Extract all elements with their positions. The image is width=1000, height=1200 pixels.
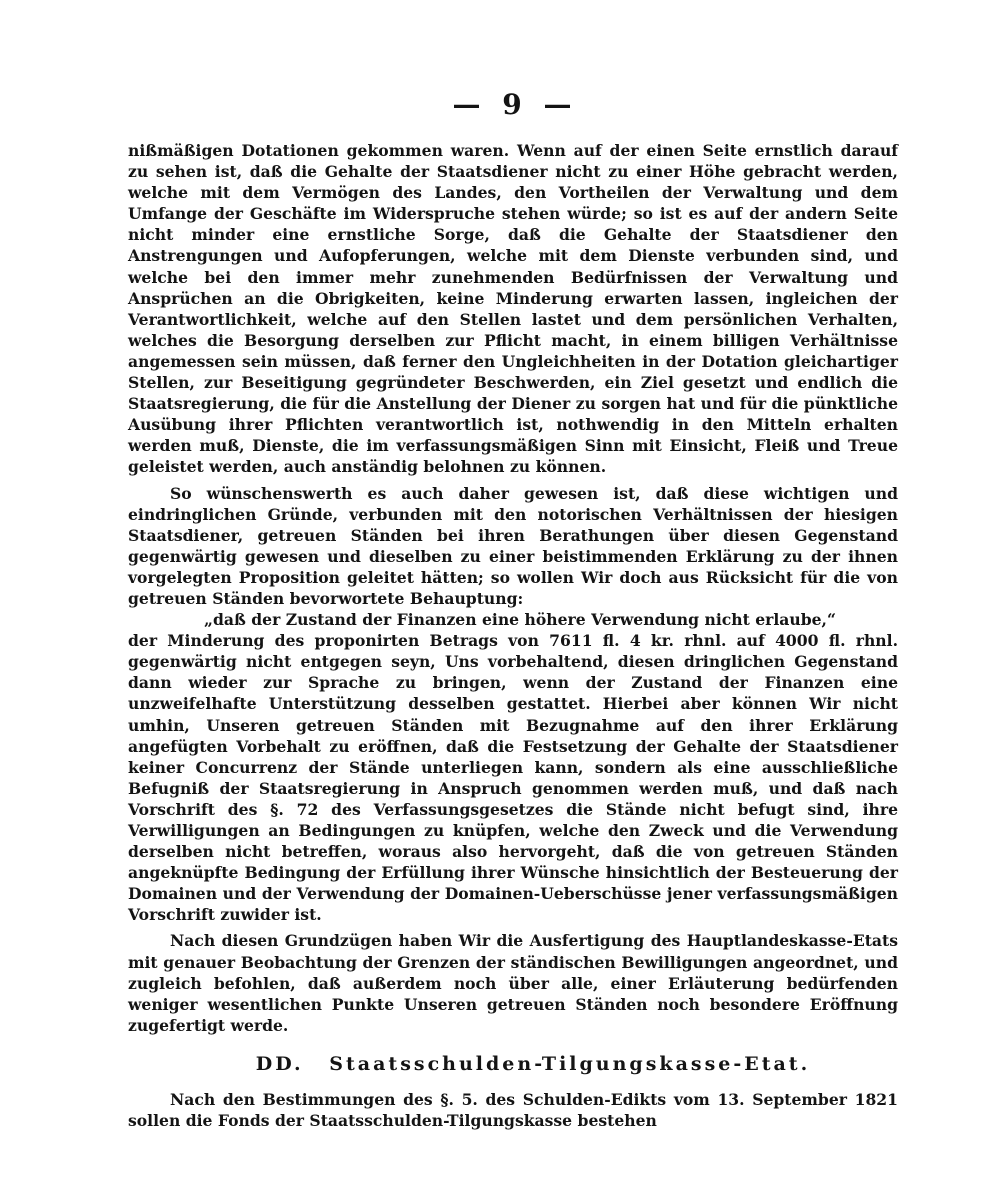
- paragraph-ordinance: Nach diesen Grundzügen haben Wir die Ausfertigung des Hauptlandeskasse-Etats mit genauer Beobachtung der Grenzen der ständischen Bewilligungen angeordnet, und zugleich befohlen, daß außerdem noch über alle, einer Erläuterung bedürfenden weniger wesentlichen Punkte Unseren getreuen Ständen noch besondere Eröffnung zugefertigt werde.: [128, 931, 898, 1035]
- paragraph-debt-edict: Nach den Bestimmungen des §. 5. des Schulden-Edikts vom 13. September 1821 sollen die Fonds der Staatsschulden-Tilgungskasse bestehen: [128, 1090, 898, 1131]
- section-heading-title: Staatsschulden-Tilgungskasse-Etat.: [329, 1052, 811, 1075]
- paragraph-wishes: So wünschenswerth es auch daher gewesen ist, daß diese wichtigen und eindringlichen Gründe, verbunden mit den notorischen Verhältnissen der hiesigen Staatsdiener, getreuen Ständen bei ihren Berathungen über diesen Gegenstand gegenwärtig gewesen und dieselben zu einer beistimmenden Erklärung zu der ihnen vorgelegten Proposition geleitet hätten; so wollen Wir doch aus Rücksicht für die von getreuen Ständen bevorwortete Behauptung:: [128, 483, 898, 608]
- body-text: [128, 140, 898, 1131]
- quoted-claim: „daß der Zustand der Finanzen eine höhere Verwendung nicht erlaube,“: [204, 610, 836, 630]
- section-heading-label: DD.: [255, 1052, 304, 1075]
- paragraph-reservation: der Minderung des proponirten Betrags von 7611 fl. 4 kr. rhnl. auf 4000 fl. rhnl. gegenwärtig nicht entgegen seyn, Uns vorbehaltend, diesen dringlichen Gegenstand dann wieder zur Sprache zu bringen, wenn der Zustand der Finanzen eine unzweifelhafte Unterstützung desselben gestattet. Hierbei aber können Wir nicht umhin, Unseren getreuen Ständen mit Bezugnahme auf den ihrer Erklärung angefügten Vorbehalt zu eröffnen, daß die Festsetzung der Gehalte der Staatsdiener keiner Concurrenz der Stände unterliegen kann, sondern als eine ausschließliche Befugniß der Staatsregierung in Anspruch genommen werden muß, und daß nach Vorschrift des §. 72 des Verfassungsgesetzes die Stände nicht befugt sind, ihre Verwilligungen an Bedingungen zu knüpfen, welche den Zweck und die Verwendung derselben nicht betreffen, woraus also hervorgeht, daß die von getreuen Ständen angeknüpfte Bedingung der Erfüllung ihrer Wünsche hinsichtlich der Besteuerung der Domainen und der Verwendung der Domainen-Ueberschüsse jener verfassungsmäßigen Vorschrift zuwider ist.: [128, 631, 898, 925]
- paragraph-continuation: nißmäßigen Dotationen gekommen waren. Wenn auf der einen Seite ernstlich darauf zu sehen ist, daß die Gehalte der Staatsdiener nicht zu einer Höhe gebracht werden, welche mit dem Vermögen des Landes, den Vortheilen der Verwaltung und dem Umfange der Geschäfte im Widerspruche stehen würde; so ist es auf der andern Seite nicht minder eine ernstliche Sorge, daß die Gehalte der Staatsdiener den Anstrengungen und Aufopferungen, welche mit dem Dienste verbunden sind, und welche bei den immer mehr zunehmenden Bedürfnissen der Verwaltung und Ansprüchen an die Obrigkeiten, keine Minderung erwarten lassen, ingleichen der Verantwortlichkeit, welche auf den Stellen lastet und dem persönlichen Verhalten, welches die Besorgung derselben zur Pflicht macht, in einem billigen Verhältnisse angemessen sein müssen, daß ferner den Ungleichheiten in der Dotation gleichartiger Stellen, zur Beseitigung gegründeter Beschwerden, ein Ziel gesetzt und endlich die Staatsregierung, die für die Anstellung der Diener zu sorgen hat und für die pünktliche Ausübung ihrer Pflichten verantwortlich ist, nothwendig in den Mitteln erhalten werden muß, Dienste, die im verfassungsmäßigen Sinn mit Einsicht, Fleiß und Treue geleistet werden, auch anständig belohnen zu können.: [128, 141, 898, 477]
- page-number: — 9 —: [452, 88, 578, 121]
- section-heading: [128, 1054, 898, 1075]
